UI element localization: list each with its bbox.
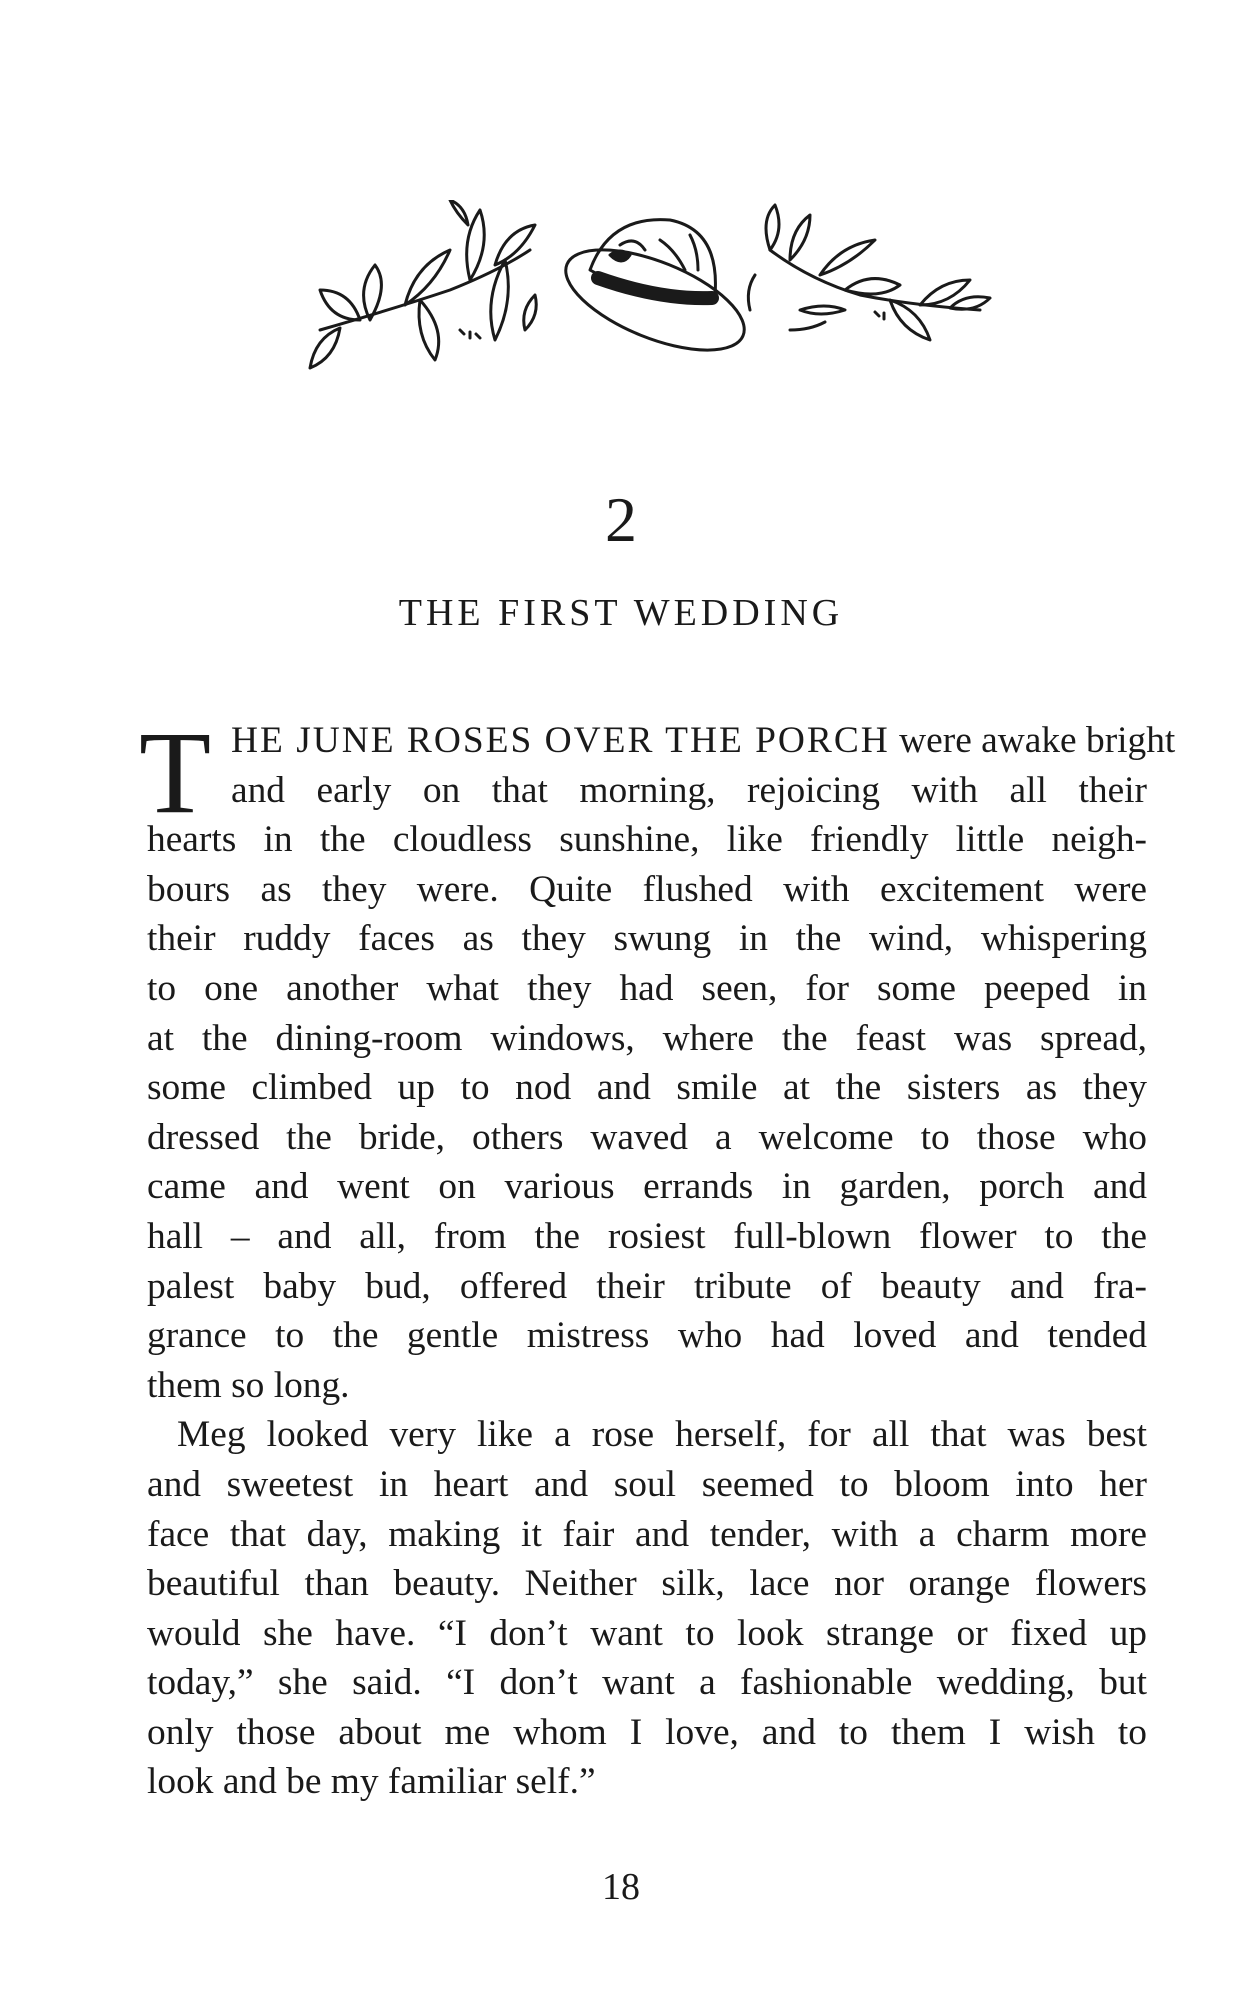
text-line: today,” she said. “I don’t want a fashionable wedding, but — [147, 1662, 1147, 1704]
chapter-title: THE FIRST WEDDING — [398, 592, 844, 634]
opening-smallcaps: HE JUNE ROSES OVER THE PORCH — [231, 720, 890, 761]
drop-cap: T — [139, 707, 212, 838]
chapter-number: 2 — [605, 484, 637, 555]
text-line: to one another what they had seen, for some peeped in — [147, 967, 1147, 1009]
text-line: palest baby bud, offered their tribute of beauty and fra- — [147, 1265, 1147, 1307]
text-line: hearts in the cloudless sunshine, like friendly little neigh- — [147, 819, 1147, 861]
text-line: their ruddy faces as they swung in the wind, whispering — [147, 918, 1147, 960]
first-line-rest: were awake bright — [889, 720, 1176, 761]
text-line: hall – and all, from the rosiest full-blown flower to the — [147, 1215, 1147, 1257]
text-line: them so long. — [147, 1364, 350, 1406]
chapter-body — [139, 707, 1176, 1807]
text-line: bours as they were. Quite flushed with excitement were — [147, 868, 1147, 910]
text-line: and sweetest in heart and soul seemed to bloom into her — [147, 1463, 1147, 1505]
text-line: Meg looked very like a rose herself, for all that was best — [177, 1414, 1147, 1456]
text-line: would she have. “I don’t want to look strange or fixed up — [147, 1612, 1147, 1654]
paragraph-2 — [147, 1410, 1147, 1807]
paragraph-1 — [139, 707, 1176, 1410]
text-line: came and went on various errands in garden, porch and — [147, 1166, 1147, 1208]
hat-and-branches-ornament-icon — [300, 200, 1000, 390]
text-line: grance to the gentle mistress who had loved and tended — [147, 1315, 1147, 1357]
text-line: at the dining-room windows, where the feast was spread, — [147, 1017, 1147, 1059]
text-line: beautiful than beauty. Neither silk, lace nor orange flowers — [147, 1563, 1147, 1605]
text-line: and early on that morning, rejoicing with all their — [231, 769, 1147, 811]
page-number: 18 — [602, 1866, 640, 1908]
text-line: some climbed up to nod and smile at the sisters as they — [147, 1067, 1147, 1109]
text-line: only those about me whom I love, and to them I wish to — [147, 1711, 1147, 1753]
text-line: dressed the bride, others waved a welcome to those who — [147, 1116, 1147, 1158]
text-line: face that day, making it fair and tender, with a charm more — [147, 1513, 1147, 1555]
text-line: look and be my familiar self.” — [147, 1761, 596, 1803]
